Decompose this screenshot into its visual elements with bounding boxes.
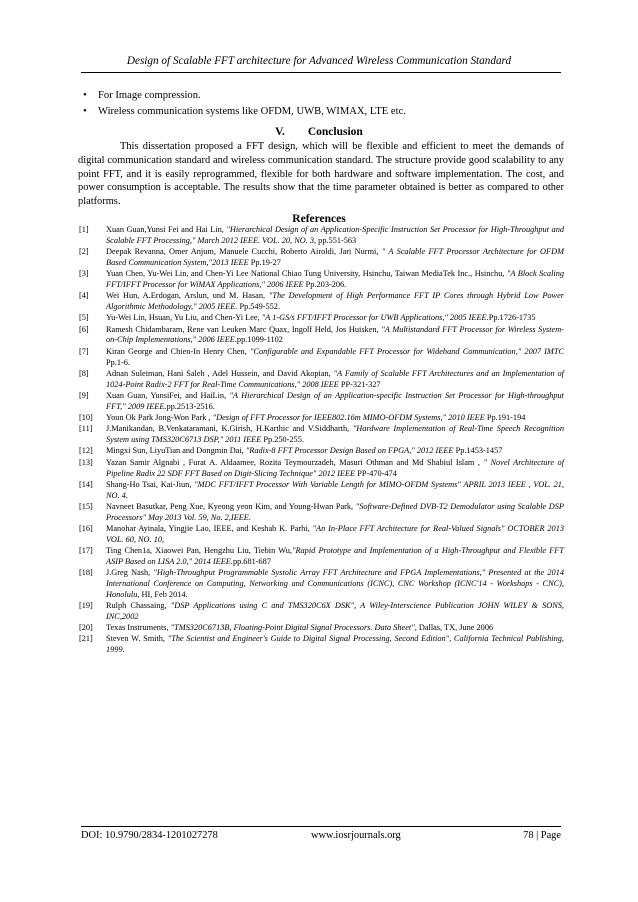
bullet-text: For Image compression. [98, 90, 201, 101]
reference-item [79, 247, 564, 269]
reference-number: [20] [79, 623, 93, 633]
reference-number: [8] [79, 368, 89, 378]
reference-title: "DSP Applications using C and TMS320C6X DSK", A Wiley-Interscience Publication JOHN WILEY & SONS, INC,2002 [106, 601, 564, 621]
bullet-text: Wireless communication systems like OFDM, UWB, WIMAX, LTE etc. [98, 106, 406, 117]
reference-title: "A Multistandard FFT Processor for Wireless System-on-Chip Implementations," 2006 IEEE. [106, 324, 564, 345]
reference-item [79, 424, 564, 446]
reference-title: " Novel Architecture of Pipeline Radix 22 SDF FFT Based on Digit-Slicing Technique" 2012 IEEE [106, 457, 565, 478]
reference-title: "Design of FFT Processor for IEEE802.16m MIMO-OFDM Systems," 2010 IEEE [212, 413, 485, 423]
reference-details: HI, Feb 2014. [139, 589, 188, 599]
running-header: Design of Scalable FFT architecture for Advanced Wireless Communication Standard [126, 55, 512, 67]
reference-item [79, 325, 564, 347]
reference-authors: Navneet Basutkar, Peng Xue, Kyeong yeon Kim, and Young-Hwan Park, [106, 501, 356, 511]
reference-item [79, 458, 564, 480]
footer-website: www.iosrjournals.org [311, 830, 401, 841]
reference-authors: Manohar Ayinala, Yingjie Lao, IEEE, and Keshab K. Parhi, [106, 524, 313, 534]
reference-authors: Xuan Guan,Yunsi Fei and Hai Lin, [106, 225, 227, 234]
footer-rule [81, 826, 561, 827]
conclusion-heading: V. Conclusion [275, 126, 363, 138]
reference-item [79, 634, 564, 656]
reference-title: " A Scalable FFT Processor Architecture for OFDM Based Communication System,"2013 IEEE [106, 247, 564, 267]
footer-page-number: 78 | Page [523, 830, 561, 841]
reference-details: pp.2513-2516. [166, 401, 215, 411]
reference-authors: Xuan Guan, YunsiFei, and HaiLin, [106, 390, 230, 400]
reference-authors: Youn Ok Park Jong-Won Park , [106, 413, 213, 423]
reference-authors: Adnan Suleiman, Hani Saleh , Adel Hussein, and David Akopian, [106, 368, 334, 378]
bullet-dot-icon: • [83, 106, 87, 117]
reference-details: , Dallas, TX, June 2006 [414, 623, 494, 633]
reference-authors: Texas Instruments, [106, 623, 171, 633]
reference-authors: Ramesh Chidambaram, Rene van Leuken Marc Quax, Ingolf Held, Jos Huisken, [106, 324, 382, 334]
reference-details: Pp.1-6. [106, 357, 130, 367]
reference-item [79, 347, 564, 369]
reference-number: [9] [79, 390, 89, 400]
reference-number: [21] [79, 634, 93, 644]
reference-title: "High-Throughput Programmable Systolic Array FFT Architecture and FPGA Implementations," Presented at the 2014 International Conference on Computing, Networking and Communications (ICNC), CNC Workshop (ICNC'14 - Workshops - CNC), Honolulu, [106, 568, 564, 599]
reference-item [79, 313, 564, 324]
reference-details: pp.1099-1102 [236, 335, 283, 345]
reference-item [79, 369, 564, 391]
reference-authors: Wei Hun, A.Erdogan, Arslun, und M. Hasan, [106, 291, 269, 301]
reference-title: "Rapid Prototype and Implementation of a High-Throughput and Flexible FFT ASIP Based on LISA 2.0," 2014 IEEE. [106, 546, 564, 566]
reference-item [79, 291, 564, 313]
bullet-item [78, 104, 564, 120]
reference-number: [5] [79, 313, 89, 323]
bullet-item [78, 88, 564, 104]
reference-number: [6] [79, 324, 89, 334]
reference-details: pp.681-687 [232, 556, 271, 566]
reference-item [79, 225, 564, 247]
reference-details: PP-321-327 [338, 379, 381, 389]
reference-title: "The Development of High Performance FFT IP Cores through Hybrid Low Power Algorithmic Methodology," 2005 IEEE. [106, 291, 565, 312]
reference-details: PP-470-474 [355, 468, 397, 478]
reference-authors: J.Manikandan, B.Venkataramani, K.Girish, H.Karthic and V.Siddharth, [106, 424, 353, 434]
reference-title: "A Hierarchical Design of an Application-specific Instruction Set Processor for High-throughput FFT," 2009 IEEE. [106, 390, 564, 411]
reference-details: Pp.1726-1735 [488, 313, 536, 323]
reference-title: "Configurable and Expandable FFT Processor for Wideband Communication," 2007 IMTC [249, 346, 564, 356]
reference-title: "TMS320C6713B, Floating-Point Digital Signal Processors. Data Sheet" [170, 623, 415, 633]
reference-item [79, 546, 564, 568]
reference-number: [13] [79, 457, 93, 467]
reference-authors: Steven W. Smith, [106, 634, 168, 644]
reference-authors: Rulph Chassaing, [106, 601, 171, 611]
reference-details: Pp.250-255. [261, 435, 304, 445]
reference-number: [19] [79, 601, 93, 611]
reference-title: "The Scientist and Engineer's Guide to Digital Signal Processing, Second Edition", California Technical Publishing, 1999. [106, 634, 564, 655]
reference-authors: Yu-Wei Lin, Hsuan, Yu Liu, and Chen-Yi Lee, [106, 313, 262, 323]
reference-item [79, 623, 564, 634]
reference-authors: Mingxi Sun, LiyuTian and Dongmin Dai, [106, 446, 246, 456]
reference-item [79, 446, 564, 457]
reference-number: [15] [79, 501, 93, 511]
reference-authors: Yazan Samir Algnabi , Furat A. Aldaamee, Rozita Teymourzadeh, Masuri Othman and Md Shabiul Islam , [106, 457, 484, 467]
bullet-dot-icon: • [83, 90, 87, 101]
reference-number: [17] [79, 546, 93, 556]
reference-title: "Hardware Implementation of Real-Time Speech Recognition System using TMS320C6713 DSP," 2011 IEEE [106, 424, 564, 445]
reference-details: Pp.19-27 [248, 257, 281, 267]
reference-details: Pp.1453-1457 [453, 446, 503, 456]
reference-details: Pp.191-194 [484, 413, 526, 423]
reference-number: [16] [79, 524, 93, 534]
reference-authors: Shang-Ho Tsai, Kai-Jiun, [106, 479, 195, 489]
reference-details: Pp.549-552. [237, 302, 281, 312]
reference-number: [1] [79, 225, 89, 234]
reference-details: Pp.203-206. [303, 279, 347, 289]
reference-item [79, 502, 564, 524]
header-rule [81, 72, 561, 73]
reference-number: [7] [79, 346, 89, 356]
reference-number: [12] [79, 446, 93, 456]
conclusion-paragraph: This dissertation proposed a FFT design, which will be flexible and efficient to meet the demands of digital communication standard and wireless communication standard. The structure provide good scalability to any point FFT, and it is easily reprogrammed, flexible for both hardware and software implementation. The cost, and power consumption is acceptable. The results show that the time parameter obtained is better as compared to other platforms. [78, 141, 564, 208]
reference-item [79, 269, 564, 291]
reference-item [79, 568, 564, 600]
reference-title: "Radix-8 FFT Processor Design Based on FPGA," 2012 IEEE [245, 446, 454, 456]
references-list [79, 225, 564, 657]
reference-authors: Ting Chen1a, Xiaowei Pan, Hengzhu Liu, Tiebin Wu, [106, 546, 292, 556]
reference-title: "Software-Defined DVB-T2 Demodulator using Scalable DSP Processors" May 2013 Vol. 59, No. 2,IEEE. [106, 501, 564, 522]
reference-authors: Kiran George and Chien-In Henry Chen, [106, 346, 250, 356]
reference-item [79, 413, 564, 424]
reference-number: [3] [79, 269, 89, 279]
reference-item [79, 391, 564, 413]
reference-title: "MDC FFT/IFFT Processor With Variable Length for MIMO-OFDM Systems" APRIL 2013 IEEE , VOL. 21, NO. 4. [106, 479, 564, 500]
reference-number: [2] [79, 247, 89, 257]
reference-title: "A Family of Scalable FFT Architectures and an Implementation of 1024-Point Radix-2 FFT for Real-Time Communications," 2008 IEEE [106, 368, 564, 389]
reference-authors: Yuan Chen, Yu-Wei Lin, and Chen-Yi Lee National Chiao Tung University, Hsinchu, Taiwan MediaTek Inc., Hsinchu, [106, 269, 507, 279]
reference-title: "Hierarchical Design of an Application-Specific Instruction Set Processor for High-Throughput and Scalable FFT Processing," March 2012 IEEE. VOL. 20, NO. 3 [106, 225, 564, 245]
reference-item [79, 524, 564, 546]
reference-number: [4] [79, 291, 89, 301]
reference-item [79, 480, 564, 502]
reference-number: [10] [79, 413, 93, 423]
reference-number: [18] [79, 568, 93, 578]
footer-doi: DOI: 10.9790/2834-1201027278 [81, 830, 218, 841]
reference-number: [14] [79, 479, 93, 489]
reference-details: , pp.551-563 [314, 235, 357, 245]
reference-number: [11] [79, 424, 93, 434]
reference-authors: Deepak Revanna, Omer Anjum, Manuele Cucchi, Roberto Airoldi, Jari Nurmi, [106, 247, 382, 257]
reference-title: "An In-Place FFT Architecture for Real-Valued Signals" OCTOBER 2013 VOL. 60, NO. 10, [106, 524, 564, 544]
bullet-list [78, 88, 564, 120]
reference-title: "A 1-GS/s FFT/IFFT Processor for UWB Applications," 2005 IEEE. [261, 313, 489, 323]
reference-title: "A Block Scaling FFT/IFFT Processor for WiMAX Applications," 2006 IEEE [106, 269, 564, 289]
references-heading: References [292, 213, 346, 225]
reference-authors: J.Greg Nash, [106, 568, 154, 578]
reference-item [79, 601, 564, 623]
